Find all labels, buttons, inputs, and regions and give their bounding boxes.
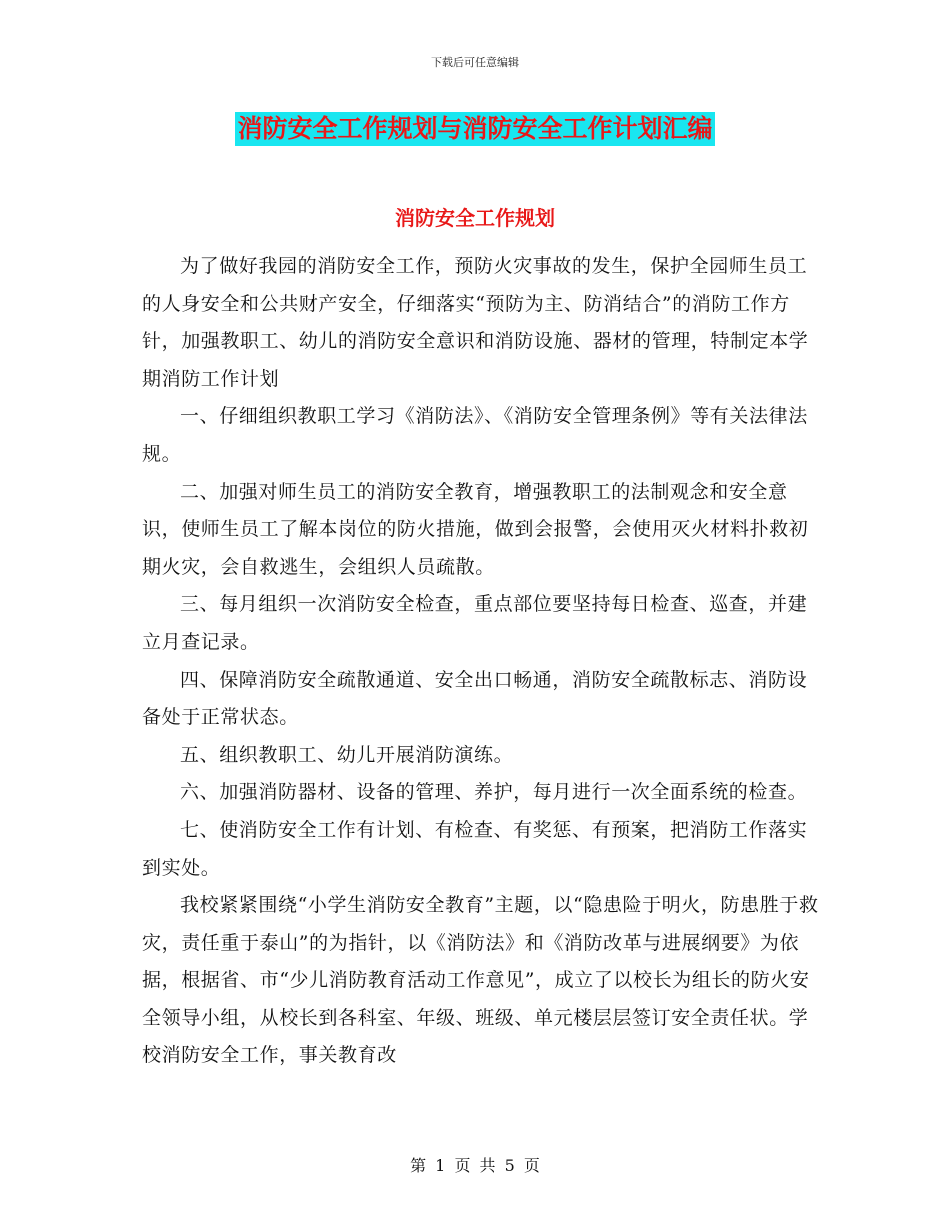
paragraph: 三、每月组织一次消防安全检查，重点部位要坚持每日检查、巡查，并建立月查记录。	[142, 593, 808, 653]
document-title-wrap	[0, 112, 950, 146]
paragraph: 七、使消防安全工作有计划、有检查、有奖惩、有预案，把消防工作落实到实处。	[142, 818, 808, 879]
paragraph: 四、保障消防安全疏散通道、安全出口畅通，消防安全疏散标志、消防设备处于正常状态。	[142, 668, 808, 729]
paragraph: 一、仔细组织教职工学习《消防法》、《消防安全管理条例》等有关法律法规。	[142, 405, 808, 465]
header-note: 下载后可任意编辑	[431, 56, 519, 69]
section-title: 消防安全工作规划	[395, 206, 555, 230]
paragraph: 六、加强消防器材、设备的管理、养护，每月进行一次全面系统的检查。	[180, 781, 808, 804]
paragraph: 五、组织教职工、幼儿开展消防演练。	[180, 743, 514, 766]
paragraph: 我校紧紧围绕“小学生消防安全教育”主题，以“隐患险于明火，防患胜于救灾，责任重于泰山”的为指针，以《消防法》和《消防改革与进展纲要》为依据，根据省、市“少儿消防教育活动工作意见”，成立了以校长为组长的防火安全领导小组，从校长到各科室、年级、班级、单元楼层层签订安全责任状。学校消防安全工作，事关教育改	[142, 894, 819, 1067]
paragraph: 二、加强对师生员工的消防安全教育，增强教职工的法制观念和安全意识，使师生员工了解本岗位的防火措施，做到会报警，会使用灭火材料扑救初期火灾，会自救逃生，会组织人员疏散。	[142, 480, 809, 578]
document-title: 消防安全工作规划与消防安全工作计划汇编	[235, 112, 714, 146]
page-footer: 第 1 页 共 5 页	[410, 1156, 540, 1175]
document-body	[142, 248, 822, 1075]
paragraph: 为了做好我园的消防安全工作，预防火灾事故的发生，保护全园师生员工的人身安全和公共财产安全，仔细落实“预防为主、防消结合”的消防工作方针，加强教职工、幼儿的消防安全意识和消防设施、器材的管理，特制定本学期消防工作计划	[142, 255, 809, 390]
